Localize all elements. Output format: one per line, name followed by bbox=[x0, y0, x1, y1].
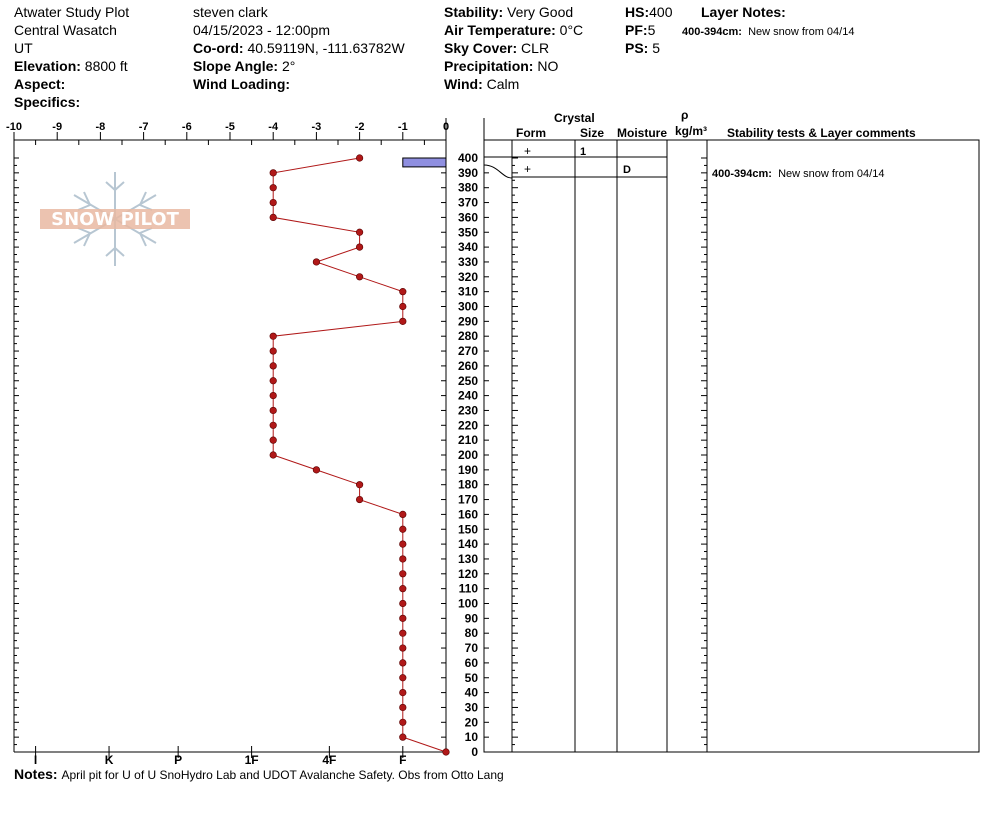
layer-comment-text: New snow from 04/14 bbox=[778, 168, 885, 180]
temperature-point bbox=[270, 199, 277, 206]
temperature-point bbox=[356, 155, 363, 162]
coord-value: 40.59119N, -111.63782W bbox=[247, 40, 405, 56]
height-label: 200 bbox=[457, 448, 478, 462]
height-label: 100 bbox=[457, 596, 478, 611]
height-label: 370 bbox=[457, 195, 478, 210]
temp-tick-label: -9 bbox=[52, 121, 63, 133]
temperature-point bbox=[270, 392, 277, 399]
height-label: 90 bbox=[464, 611, 478, 626]
temp-tick-label: -1 bbox=[397, 121, 408, 133]
height-label: 250 bbox=[457, 373, 478, 388]
temp-tick-label: -4 bbox=[268, 121, 279, 133]
hs-value: 400 bbox=[649, 4, 673, 20]
temperature-point bbox=[400, 541, 407, 548]
aspect-label: Aspect: bbox=[14, 76, 66, 92]
temperature-point bbox=[356, 274, 363, 281]
height-label: 140 bbox=[457, 537, 478, 552]
hardness-tick-label: K bbox=[104, 753, 114, 767]
height-label: 290 bbox=[457, 314, 478, 329]
height-label: 50 bbox=[464, 670, 478, 685]
temp-tick-label: -5 bbox=[225, 121, 235, 133]
height-label: 20 bbox=[464, 715, 478, 730]
height-label: 300 bbox=[457, 299, 478, 314]
temperature-point bbox=[400, 511, 407, 518]
hardness-tick-label: F bbox=[399, 753, 407, 767]
height-label: 170 bbox=[457, 492, 478, 507]
temperature-point bbox=[270, 348, 277, 355]
comments-label: Stability tests & Layer comments bbox=[727, 126, 916, 140]
datetime: 04/15/2023 - 12:00pm bbox=[193, 22, 330, 38]
layer-note-text: New snow from 04/14 bbox=[748, 26, 855, 38]
height-label: 340 bbox=[457, 240, 478, 255]
temperature-point bbox=[270, 452, 277, 459]
temperature-point bbox=[400, 556, 407, 563]
row2-form: + bbox=[524, 162, 532, 176]
height-label: 390 bbox=[457, 165, 478, 180]
height-label: 260 bbox=[457, 358, 478, 373]
density-unit: kg/m³ bbox=[675, 124, 708, 138]
temperature-point bbox=[313, 467, 320, 474]
ps-label: PS: bbox=[625, 40, 649, 56]
sky-value: CLR bbox=[521, 40, 550, 56]
hardness-layers bbox=[403, 158, 446, 167]
temperature-point bbox=[400, 689, 407, 696]
specifics-label: Specifics: bbox=[14, 94, 81, 110]
layer-note-range: 400-394cm: bbox=[682, 26, 742, 38]
height-label: 310 bbox=[457, 284, 478, 299]
temperature-point bbox=[270, 214, 277, 221]
temperature-point bbox=[400, 674, 407, 681]
temperature-point bbox=[270, 422, 277, 429]
height-label: 320 bbox=[457, 269, 478, 284]
hardness-tick-label: 1F bbox=[244, 753, 259, 767]
temperature-point bbox=[400, 630, 407, 637]
logo-text: SNOW PILOT bbox=[51, 209, 179, 230]
temperature-point bbox=[270, 333, 277, 340]
height-label: 240 bbox=[457, 388, 478, 403]
temperature-point bbox=[400, 615, 407, 622]
temperature-point bbox=[356, 229, 363, 236]
temperature-point bbox=[270, 363, 277, 370]
height-label: 270 bbox=[457, 344, 478, 359]
temp-tick-label: -2 bbox=[354, 121, 365, 133]
air-temp-label: Air Temperature: bbox=[444, 22, 556, 38]
hardness-axis bbox=[34, 746, 407, 767]
range-name: Central Wasatch bbox=[14, 22, 117, 38]
temp-tick-label: -10 bbox=[6, 121, 22, 133]
temperature-point bbox=[313, 259, 320, 266]
temperature-point bbox=[400, 734, 407, 741]
height-label: 400 bbox=[457, 151, 478, 165]
wind-value: Calm bbox=[486, 76, 520, 92]
height-label: 160 bbox=[457, 507, 478, 522]
ps-value: 5 bbox=[652, 40, 661, 56]
moisture-label: Moisture bbox=[617, 126, 668, 140]
temperature-series bbox=[270, 155, 449, 756]
height-label: 380 bbox=[457, 180, 478, 195]
observer: steven clark bbox=[193, 4, 268, 20]
height-label: 350 bbox=[457, 225, 478, 240]
notes-label: Notes: bbox=[14, 766, 58, 782]
site-name: Atwater Study Plot bbox=[14, 4, 130, 20]
slope-label: Slope Angle: bbox=[193, 58, 279, 74]
temperature-point bbox=[400, 526, 407, 533]
temp-tick-label: 0 bbox=[442, 121, 450, 133]
size-label: Size bbox=[580, 126, 605, 140]
air-temp-value: 0°C bbox=[559, 22, 584, 38]
coord-label: Co-ord: bbox=[193, 40, 244, 56]
temperature-point bbox=[270, 184, 277, 191]
temperature-point bbox=[270, 377, 277, 384]
height-label: 40 bbox=[464, 685, 478, 700]
temp-tick-label: -8 bbox=[95, 121, 106, 133]
height-label: 30 bbox=[464, 700, 478, 715]
temperature-point bbox=[400, 719, 407, 726]
elevation-value: 8800 ft bbox=[84, 58, 128, 74]
height-label: 180 bbox=[457, 477, 478, 492]
temperature-point bbox=[400, 585, 407, 592]
sky-label: Sky Cover: bbox=[444, 40, 518, 56]
height-label: 190 bbox=[457, 462, 478, 477]
temp-tick-label: -7 bbox=[138, 121, 149, 133]
height-label: 330 bbox=[457, 254, 478, 269]
temperature-point bbox=[443, 749, 450, 756]
table-height-ticks bbox=[484, 158, 707, 752]
height-label: 110 bbox=[458, 581, 478, 596]
temperature-point bbox=[400, 288, 407, 295]
height-label: 230 bbox=[457, 403, 478, 418]
stability-value: Very Good bbox=[507, 4, 574, 20]
layer-notes-label: Layer Notes: bbox=[701, 4, 786, 20]
temp-tick-label: -3 bbox=[311, 121, 322, 133]
temperature-point bbox=[356, 481, 363, 488]
hardness-tick-label: 4F bbox=[322, 753, 337, 767]
temperature-point bbox=[400, 660, 407, 667]
temperature-point bbox=[400, 704, 407, 711]
temperature-point bbox=[400, 318, 407, 325]
height-label: 220 bbox=[457, 418, 478, 433]
hardness-layer-bar bbox=[403, 158, 446, 167]
height-label: 80 bbox=[464, 626, 478, 641]
layer-connector bbox=[484, 165, 512, 178]
height-label: 60 bbox=[464, 655, 478, 670]
height-label: 120 bbox=[457, 566, 478, 581]
precip-label: Precipitation: bbox=[444, 58, 534, 74]
table-frame bbox=[484, 140, 979, 752]
row1-size: 1 bbox=[580, 146, 587, 158]
temperature-axis bbox=[6, 121, 449, 145]
elevation-label: Elevation: bbox=[14, 58, 81, 74]
layer-comment-range: 400-394cm: bbox=[712, 168, 772, 180]
wind-loading-label: Wind Loading: bbox=[193, 76, 291, 92]
precip-value: NO bbox=[537, 58, 559, 74]
hs-label: HS: bbox=[625, 4, 650, 20]
pf-value: 5 bbox=[647, 22, 656, 38]
height-label: 130 bbox=[457, 551, 478, 566]
row1-form: + bbox=[524, 144, 532, 158]
height-label: 360 bbox=[457, 210, 478, 225]
temperature-point bbox=[270, 407, 277, 414]
height-label: 10 bbox=[464, 730, 478, 745]
height-axis bbox=[14, 151, 478, 759]
temperature-point bbox=[400, 571, 407, 578]
pf-label: PF: bbox=[625, 22, 648, 38]
temperature-point bbox=[270, 170, 277, 177]
temperature-point bbox=[356, 496, 363, 503]
temp-tick-label: -6 bbox=[181, 121, 192, 133]
notes-text: April pit for U of U SnoHydro Lab and UDOT Avalanche Safety. Obs from Otto Lang bbox=[61, 768, 504, 782]
slope-value: 2° bbox=[281, 58, 296, 74]
row2-moisture: D bbox=[623, 164, 631, 176]
hardness-tick-label: P bbox=[174, 753, 183, 767]
form-label: Form bbox=[516, 126, 546, 140]
temperature-point bbox=[270, 437, 277, 444]
hardness-tick-label: I bbox=[33, 753, 38, 767]
height-label: 210 bbox=[457, 433, 478, 448]
temperature-point bbox=[400, 600, 407, 607]
temperature-point bbox=[400, 303, 407, 310]
temperature-point bbox=[356, 244, 363, 251]
stability-label: Stability: bbox=[444, 4, 504, 20]
rho-label: ρ bbox=[681, 108, 689, 122]
height-label: 70 bbox=[464, 641, 478, 656]
wind-label: Wind: bbox=[444, 76, 483, 92]
state-name: UT bbox=[14, 40, 33, 56]
temperature-point bbox=[400, 645, 407, 652]
height-label: 150 bbox=[457, 522, 478, 537]
height-label: 0 bbox=[471, 745, 478, 759]
height-label: 280 bbox=[457, 329, 478, 344]
crystal-label: Crystal bbox=[554, 111, 595, 125]
